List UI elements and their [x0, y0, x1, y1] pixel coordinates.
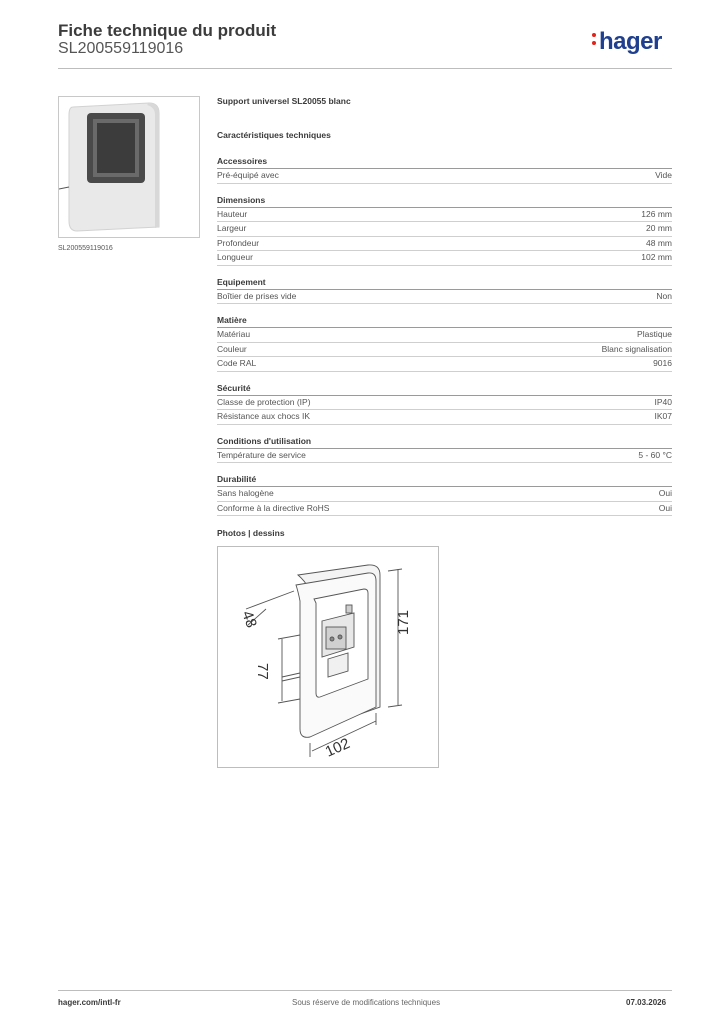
- spec-row: [217, 396, 672, 411]
- spec-label: Sans halogène: [217, 488, 274, 498]
- spec-label: Conforme à la directive RoHS: [217, 502, 330, 513]
- spec-row: [217, 502, 672, 517]
- dim-height-label: 171: [395, 609, 412, 635]
- spec-label: Pré-équipé avec: [217, 170, 279, 180]
- spec-value: IK07: [654, 411, 672, 421]
- spec-label: Matériau: [217, 329, 251, 339]
- spec-group: [217, 156, 672, 184]
- spec-label: Résistance aux chocs IK: [217, 411, 311, 421]
- spec-group-title: Dimensions: [217, 195, 672, 208]
- spec-group-title: Accessoires: [217, 156, 672, 169]
- spec-value: Oui: [658, 502, 672, 513]
- spec-group: [217, 383, 672, 425]
- spec-row: [217, 357, 672, 372]
- spec-row: [217, 410, 672, 425]
- product-photo-icon: [59, 97, 199, 237]
- dim-inner-label: 77: [254, 663, 271, 680]
- spec-group: [217, 195, 672, 266]
- spec-value: 5 - 60 °C: [638, 449, 672, 460]
- spec-row: [217, 328, 672, 343]
- spec-label: Boîtier de prises vide: [217, 290, 297, 301]
- spec-value: 48 mm: [646, 237, 672, 248]
- product-thumbnail: [58, 96, 200, 238]
- spec-groups: [217, 156, 672, 516]
- page-title: Fiche technique du produit: [58, 21, 277, 40]
- spec-value: Blanc signalisation: [601, 343, 672, 354]
- spec-label: Code RAL: [217, 358, 257, 368]
- spec-value: 102 mm: [641, 252, 672, 262]
- spec-label: Température de service: [217, 449, 306, 460]
- spec-row: [217, 251, 672, 266]
- logo-text: hager: [599, 28, 662, 55]
- spec-row: [217, 487, 672, 502]
- spec-content: [217, 96, 672, 768]
- spec-row: [217, 222, 672, 237]
- spec-group-title: Durabilité: [217, 474, 672, 487]
- thumbnail-caption: SL200559119016: [58, 245, 113, 252]
- product-reference: SL200559119016: [58, 40, 184, 57]
- product-name: Support universel SL20055 blanc: [217, 96, 351, 106]
- specs-title: Caractéristiques techniques: [217, 130, 331, 140]
- spec-group: [217, 277, 672, 305]
- spec-value: Vide: [655, 170, 672, 180]
- spec-value: Plastique: [637, 329, 672, 339]
- spec-value: Non: [656, 290, 672, 301]
- spec-group: [217, 436, 672, 464]
- spec-group-title: Sécurité: [217, 383, 672, 396]
- spec-value: 20 mm: [646, 223, 672, 233]
- spec-label: Classe de protection (IP): [217, 396, 311, 407]
- spec-group-title: Conditions d'utilisation: [217, 436, 672, 449]
- spec-label: Longueur: [217, 252, 253, 262]
- footer-website-link[interactable]: hager.com/intl-fr: [58, 998, 121, 1007]
- footer-date: 07.03.2026: [626, 998, 667, 1007]
- logo-dots-icon: [592, 33, 598, 49]
- spec-value: 126 mm: [641, 208, 672, 219]
- spec-value: Oui: [658, 488, 672, 498]
- spec-row: [217, 290, 672, 305]
- spec-row: [217, 208, 672, 223]
- spec-row: [217, 343, 672, 358]
- spec-group-title: Equipement: [217, 277, 672, 290]
- spec-label: Largeur: [217, 223, 247, 233]
- spec-label: Couleur: [217, 343, 247, 354]
- footer-divider: [58, 990, 672, 991]
- spec-value: 9016: [653, 358, 672, 368]
- spec-row: [217, 449, 672, 464]
- footer-disclaimer: Sous réserve de modifications techniques: [292, 998, 441, 1007]
- spec-label: Profondeur: [217, 237, 260, 248]
- dim-width-label: 102: [322, 734, 353, 761]
- spec-group-title: Matière: [217, 315, 672, 328]
- spec-group: [217, 474, 672, 516]
- spec-label: Hauteur: [217, 208, 248, 219]
- hager-logo[interactable]: [592, 28, 662, 56]
- dim-depth-label: 48: [238, 608, 260, 631]
- spec-value: IP40: [654, 396, 672, 407]
- technical-drawing-svg: [218, 547, 438, 767]
- spec-row: [217, 237, 672, 252]
- technical-drawing: [217, 546, 439, 768]
- spec-row: [217, 169, 672, 184]
- header-divider: [58, 68, 672, 69]
- spec-group: [217, 315, 672, 372]
- photos-title: Photos | dessins: [217, 528, 285, 538]
